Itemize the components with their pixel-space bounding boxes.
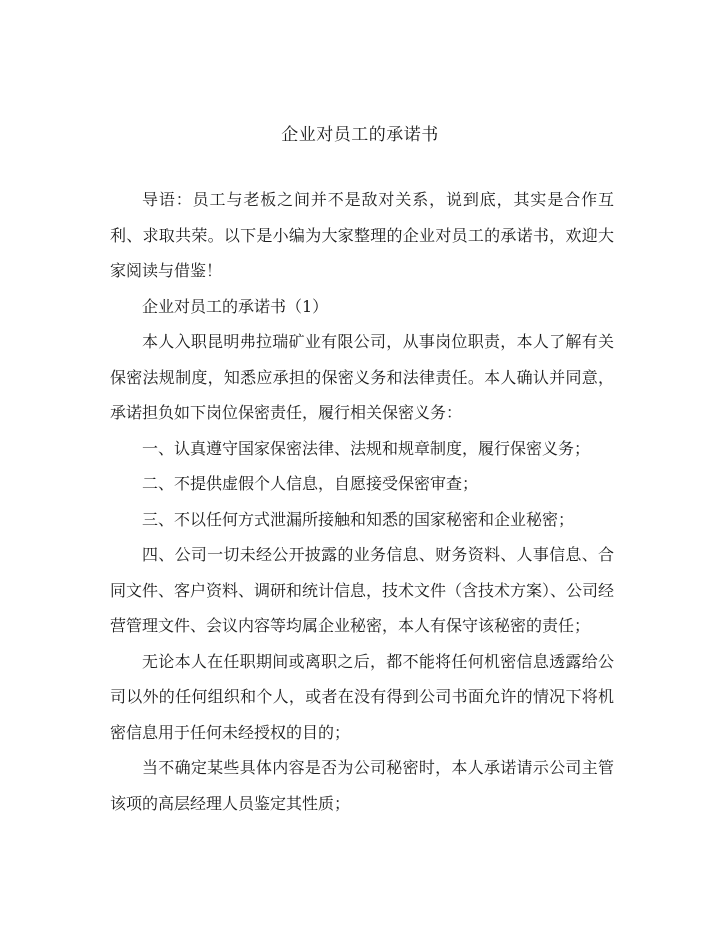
document-title: 企业对员工的承诺书 [281,125,439,145]
document-body [110,182,614,821]
paragraph-intro: 导语：员工与老板之间并不是敌对关系，说到底，其实是合作互利、求取共荣。以下是小编为大家整理的企业对员工的承诺书，欢迎大家阅读与借鉴！ [110,190,614,280]
paragraph-commitment-intro: 本人入职昆明弗拉瑞矿业有限公司，从事岗位职责，本人了解有关保密法规制度，知悉应承担的保密义务和法律责任。本人确认并同意，承诺担负如下岗位保密责任，履行相关保密义务： [110,332,614,422]
paragraph-item-2: 二、不提供虚假个人信息，自愿接受保密审查； [142,474,479,493]
paragraph-item-1: 一、认真遵守国家保密法律、法规和规章制度，履行保密义务； [142,438,591,458]
paragraph-item-3: 三、不以任何方式泄漏所接触和知悉的国家秘密和企业秘密； [142,509,575,529]
paragraph-section-heading: 企业对员工的承诺书（1） [142,296,329,316]
paragraph-uncertainty: 当不确定某些具体内容是否为公司秘密时，本人承诺请示公司主管该项的高层经理人员鉴定其性质； [110,758,614,813]
paragraph-item-4: 四、公司一切未经公开披露的业务信息、财务资料、人事信息、合同文件、客户资料、调研和统计信息，技术文件（含技术方案）、公司经营管理文件、会议内容等均属企业秘密，本人有保守该秘密的责任； [110,545,615,635]
paragraph-confidentiality: 无论本人在任职期间或离职之后，都不能将任何机密信息透露给公司以外的任何组织和个人，或者在没有得到公司书面允许的情况下将机密信息用于任何未经授权的目的； [110,651,614,742]
